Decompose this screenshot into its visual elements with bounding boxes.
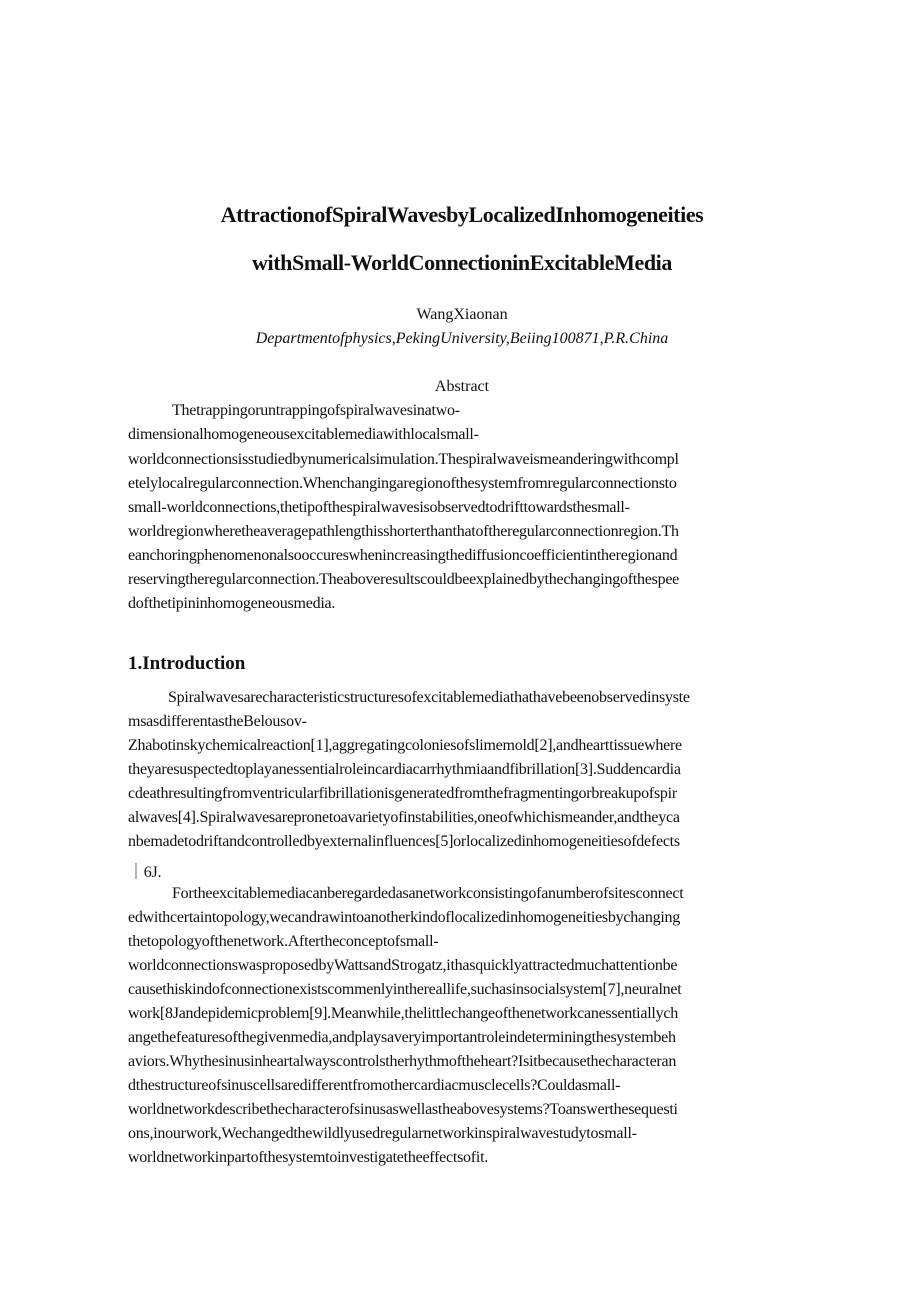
body-line: worldconnectionswasproposedbyWattsandStrogatz,ithasquicklyattractedmuchattentionbe xyxy=(128,957,678,974)
abstract-line: small-worldconnections,thetipofthespiralwavesisobservedtodrifttowardsthesmall- xyxy=(128,499,630,516)
body-line: worldnetworkinpartofthesystemtoinvestigatetheeffectsofit. xyxy=(128,1149,489,1166)
title-line-2: withSmall-WorldConnectioninExcitableMedia xyxy=(252,250,672,275)
abstract-line: Thetrappingoruntrappingofspiralwavesinatwo- xyxy=(172,402,460,419)
body-line: nbemadetodriftandcontrolledbyexternalinfluences[5]orlocalizedinhomogeneitiesofdefects xyxy=(128,833,680,850)
abstract-line: eanchoringphenomenonalsooccureswhenincreasingthediffusioncoefficientintheregionand xyxy=(128,547,678,564)
body-line: worldnetworkdescribethecharacterofsinusaswellastheabovesystems?Toanswerthesequesti xyxy=(128,1101,678,1118)
body-line: aviors.Whythesinusinheartalwayscontrolstherhythmoftheheart?Isitbecausethecharacteran xyxy=(128,1053,677,1070)
abstract-heading: Abstract xyxy=(434,378,490,395)
body-line: edwithcertaintopology,wecandrawintoanotherkindoflocalizedinhomogeneitiesbychanging xyxy=(128,909,681,926)
body-line: cdeathresultingfromventricularfibrillationisgeneratedfromthefragmentingorbreakupofspir xyxy=(128,785,677,802)
body-line: theyaresuspectedtoplayanessentialroleincardiacarrhythmiaandfibrillation[3].Suddencardia xyxy=(128,761,681,778)
body-line: Spiralwavesarecharacteristicstructuresofexcitablemediathathavebeenobservedinsyste xyxy=(168,689,690,706)
body-line: thetopologyofthenetwork.Aftertheconceptofsmall- xyxy=(128,933,439,950)
body-line: causethiskindofconnectionexistscommenlyinthereallife,suchasinsocialsystem[7],neuralnet xyxy=(128,981,682,998)
body-line: ons,inourwork,Wechangedthewildlyusedregularnetworkinspiralwavestudytosmall- xyxy=(128,1125,637,1142)
abstract-line: worldregionwheretheaveragepathlengthisshorterthanthatoftheregularconnectionregion.Th xyxy=(128,523,679,540)
body-line: work[8Jandepidemicproblem[9].Meanwhile,thelittlechangeofthenetworkcanessentiallych xyxy=(128,1005,678,1022)
body-line: Zhabotinskychemicalreaction[1],aggregatingcoloniesofslimemold[2],andhearttissuewhere xyxy=(128,737,682,754)
body-line: dthestructureofsinuscellsaredifferentfromothercardiacmusclecells?Couldasmall- xyxy=(128,1077,621,1094)
body-line: Fortheexcitablemediacanberegardedasanetworkconsistingofanumberofsitesconnect xyxy=(172,885,684,902)
section-heading-introduction: 1.Introduction xyxy=(128,653,246,674)
body-line: alwaves[4].Spiralwavesarepronetoavarietyofinstabilities,oneofwhichismeander,andtheyca xyxy=(128,809,680,826)
author: WangXiaonan xyxy=(416,306,508,323)
abstract-line: dofthetipininhomogeneousmedia. xyxy=(128,595,336,612)
affiliation: Departmentofphysics,PekingUniversity,Beiing100871,P.R.China xyxy=(255,330,669,347)
abstract-line: reservingtheregularconnection.Theaboveresultscouldbeexplainedbythechangingofthespee xyxy=(128,571,680,588)
body-line: msasdifferentastheBelousov- xyxy=(128,713,307,730)
abstract-line: worldconnectionsisstudiedbynumericalsimulation.Thespiralwaveismeanderingwithcompl xyxy=(128,451,679,468)
title-line-1: AttractionofSpiralWavesbyLocalizedInhomogeneities xyxy=(220,202,704,227)
abstract-line: etelylocalregularconnection.Whenchangingaregionofthesystemfromregularconnectionsto xyxy=(128,475,677,492)
abstract-line: dimensionalhomogeneousexcitablemediawithlocalsmall- xyxy=(128,426,479,443)
body-line: angethefeaturesofthegivenmedia,andplaysaveryimportantroleindeterminingthesystembeh xyxy=(128,1029,676,1046)
body-line: ｜6J. xyxy=(128,864,162,881)
